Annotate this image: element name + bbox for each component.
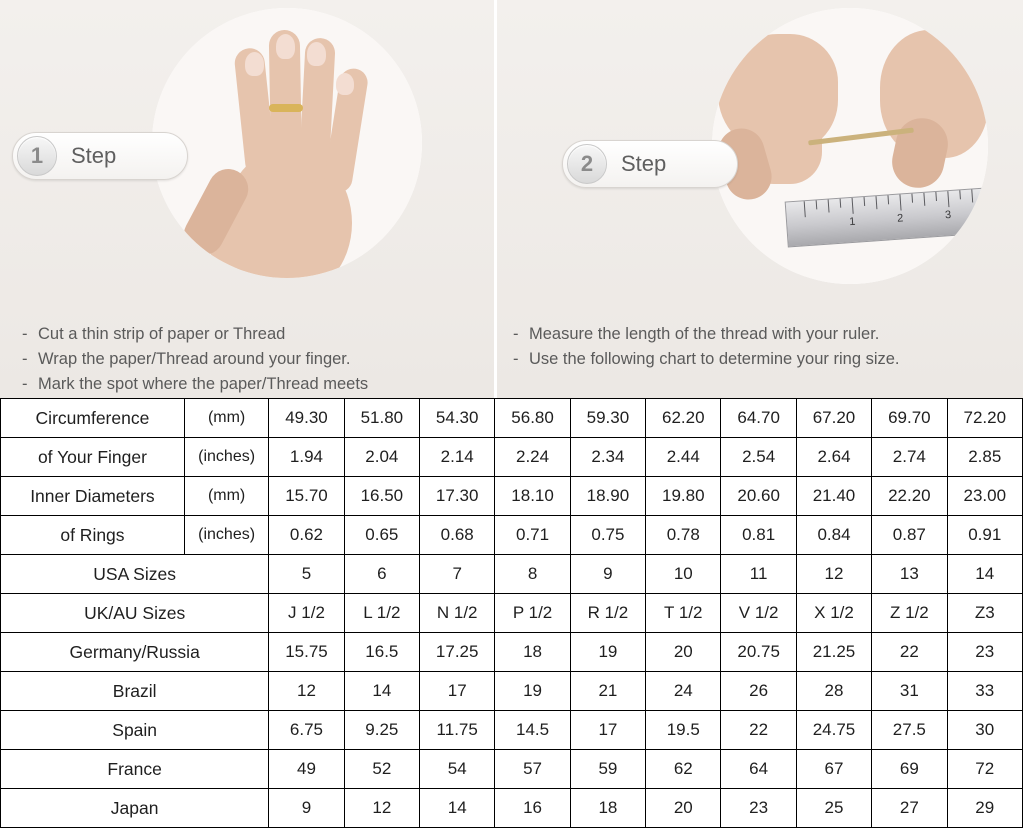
- cell: 23.00: [947, 477, 1022, 516]
- ruler-number: 3: [944, 209, 952, 222]
- steps-section: [0, 0, 1023, 398]
- cell: 28: [796, 672, 871, 711]
- cell: X 1/2: [796, 594, 871, 633]
- cell: T 1/2: [646, 594, 721, 633]
- cell: 27.5: [872, 711, 947, 750]
- cell: 72.20: [947, 399, 1022, 438]
- cell: 0.75: [570, 516, 645, 555]
- cell: 20.60: [721, 477, 796, 516]
- cell: 62.20: [646, 399, 721, 438]
- cell: 31: [872, 672, 947, 711]
- cell: 22: [872, 633, 947, 672]
- row-label-circumference: Circumference: [1, 399, 185, 438]
- cell: 23: [721, 789, 796, 828]
- cell: 19.80: [646, 477, 721, 516]
- cell: 18.90: [570, 477, 645, 516]
- hand-with-thread-photo: [152, 8, 422, 278]
- cell: 16: [495, 789, 570, 828]
- cell: 12: [344, 789, 419, 828]
- cell: 26: [721, 672, 796, 711]
- cell: 5: [269, 555, 344, 594]
- cell: 9: [570, 555, 645, 594]
- cell: 0.71: [495, 516, 570, 555]
- cell: 52: [344, 750, 419, 789]
- cell: 59: [570, 750, 645, 789]
- cell: 49.30: [269, 399, 344, 438]
- panel-divider: [494, 0, 497, 398]
- cell: 30: [947, 711, 1022, 750]
- cell: 14: [420, 789, 495, 828]
- cell: Z3: [947, 594, 1022, 633]
- row-label-uk-au: UK/AU Sizes: [1, 594, 269, 633]
- cell: 11: [721, 555, 796, 594]
- instruction-line: - Mark the spot where the paper/Thread meets: [22, 375, 369, 393]
- cell: 24.75: [796, 711, 871, 750]
- cell: 21.25: [796, 633, 871, 672]
- unit-mm: (mm): [184, 399, 268, 438]
- cell: 14: [947, 555, 1022, 594]
- row-label-japan: Japan: [1, 789, 269, 828]
- cell: 6.75: [269, 711, 344, 750]
- step-2-number: 2: [567, 144, 607, 184]
- cell: 6: [344, 555, 419, 594]
- instruction-line: - Wrap the paper/Thread around your finger.: [22, 350, 351, 368]
- cell: 0.78: [646, 516, 721, 555]
- step-1-number: 1: [17, 136, 57, 176]
- cell: 8: [495, 555, 570, 594]
- cell: 69: [872, 750, 947, 789]
- row-label-spain: Spain: [1, 711, 269, 750]
- cell: 25: [796, 789, 871, 828]
- row-label-france: France: [1, 750, 269, 789]
- cell: 72: [947, 750, 1022, 789]
- table-row: [1, 438, 1023, 477]
- cell: Z 1/2: [872, 594, 947, 633]
- ruler-number: 1: [848, 215, 856, 229]
- cell: P 1/2: [495, 594, 570, 633]
- cell: 19: [495, 672, 570, 711]
- cell: 22: [721, 711, 796, 750]
- cell: 18: [570, 789, 645, 828]
- cell: 54.30: [420, 399, 495, 438]
- row-label-inner-diameter-2: of Rings: [1, 516, 185, 555]
- cell: 62: [646, 750, 721, 789]
- step-1-badge: [12, 132, 188, 180]
- cell: 2.44: [646, 438, 721, 477]
- cell: L 1/2: [344, 594, 419, 633]
- table-row: [1, 594, 1023, 633]
- row-label-brazil: Brazil: [1, 672, 269, 711]
- cell: 2.54: [721, 438, 796, 477]
- table-row: [1, 633, 1023, 672]
- cell: 20.75: [721, 633, 796, 672]
- cell: 0.91: [947, 516, 1022, 555]
- cell: 17: [420, 672, 495, 711]
- cell: 15.75: [269, 633, 344, 672]
- table-row: [1, 399, 1023, 438]
- cell: 21: [570, 672, 645, 711]
- step-1-label: Step: [71, 143, 117, 168]
- cell: 0.62: [269, 516, 344, 555]
- cell: 13: [872, 555, 947, 594]
- cell: 18: [495, 633, 570, 672]
- instruction-line: - Cut a thin strip of paper or Thread: [22, 325, 286, 343]
- cell: 27: [872, 789, 947, 828]
- cell: 67: [796, 750, 871, 789]
- cell: 0.81: [721, 516, 796, 555]
- unit-mm: (mm): [184, 477, 268, 516]
- cell: 54: [420, 750, 495, 789]
- ruler-number: 2: [896, 212, 904, 225]
- cell: J 1/2: [269, 594, 344, 633]
- cell: 2.24: [495, 438, 570, 477]
- cell: 64.70: [721, 399, 796, 438]
- cell: 19.5: [646, 711, 721, 750]
- instruction-line: - Measure the length of the thread with your ruler.: [513, 325, 880, 343]
- cell: 14.5: [495, 711, 570, 750]
- cell: 51.80: [344, 399, 419, 438]
- step-2-instructions: [513, 322, 1013, 372]
- table-row: [1, 555, 1023, 594]
- cell: 2.74: [872, 438, 947, 477]
- cell: 59.30: [570, 399, 645, 438]
- cell: 9.25: [344, 711, 419, 750]
- cell: 2.85: [947, 438, 1022, 477]
- cell: 1.94: [269, 438, 344, 477]
- row-label-germany-russia: Germany/Russia: [1, 633, 269, 672]
- cell: 57: [495, 750, 570, 789]
- cell: R 1/2: [570, 594, 645, 633]
- cell: 22.20: [872, 477, 947, 516]
- cell: 14: [344, 672, 419, 711]
- cell: 17.25: [420, 633, 495, 672]
- cell: 10: [646, 555, 721, 594]
- table-row: [1, 711, 1023, 750]
- cell: 23: [947, 633, 1022, 672]
- cell: 49: [269, 750, 344, 789]
- table-row: [1, 789, 1023, 828]
- table-row: [1, 672, 1023, 711]
- cell: 0.65: [344, 516, 419, 555]
- cell: 67.20: [796, 399, 871, 438]
- cell: 19: [570, 633, 645, 672]
- table-row: [1, 477, 1023, 516]
- ring-size-table: [0, 398, 1023, 828]
- cell: 15.70: [269, 477, 344, 516]
- cell: 24: [646, 672, 721, 711]
- cell: 17: [570, 711, 645, 750]
- row-label-circumference-2: of Your Finger: [1, 438, 185, 477]
- cell: 11.75: [420, 711, 495, 750]
- table-body: [1, 399, 1023, 828]
- cell: V 1/2: [721, 594, 796, 633]
- cell: 64: [721, 750, 796, 789]
- thread-measuring-photo: [712, 8, 988, 284]
- instruction-line: - Use the following chart to determine your ring size.: [513, 350, 900, 368]
- cell: 2.64: [796, 438, 871, 477]
- cell: 0.84: [796, 516, 871, 555]
- unit-inches: (inches): [184, 438, 268, 477]
- table-row: [1, 516, 1023, 555]
- cell: 12: [796, 555, 871, 594]
- cell: 33: [947, 672, 1022, 711]
- cell: 9: [269, 789, 344, 828]
- cell: 2.14: [420, 438, 495, 477]
- cell: 0.68: [420, 516, 495, 555]
- cell: 20: [646, 789, 721, 828]
- row-label-usa: USA Sizes: [1, 555, 269, 594]
- cell: 16.5: [344, 633, 419, 672]
- step-1-instructions: [22, 322, 482, 397]
- cell: 7: [420, 555, 495, 594]
- cell: 29: [947, 789, 1022, 828]
- thread-on-finger: [269, 104, 303, 112]
- cell: 2.34: [570, 438, 645, 477]
- row-label-inner-diameter: Inner Diameters: [1, 477, 185, 516]
- unit-inches: (inches): [184, 516, 268, 555]
- table-row: [1, 750, 1023, 789]
- cell: 16.50: [344, 477, 419, 516]
- cell: 0.87: [872, 516, 947, 555]
- cell: 56.80: [495, 399, 570, 438]
- cell: N 1/2: [420, 594, 495, 633]
- cell: 18.10: [495, 477, 570, 516]
- step-2-badge: [562, 140, 738, 188]
- cell: 17.30: [420, 477, 495, 516]
- step-2-label: Step: [621, 151, 667, 176]
- cell: 2.04: [344, 438, 419, 477]
- cell: 21.40: [796, 477, 871, 516]
- cell: 12: [269, 672, 344, 711]
- cell: 20: [646, 633, 721, 672]
- cell: 69.70: [872, 399, 947, 438]
